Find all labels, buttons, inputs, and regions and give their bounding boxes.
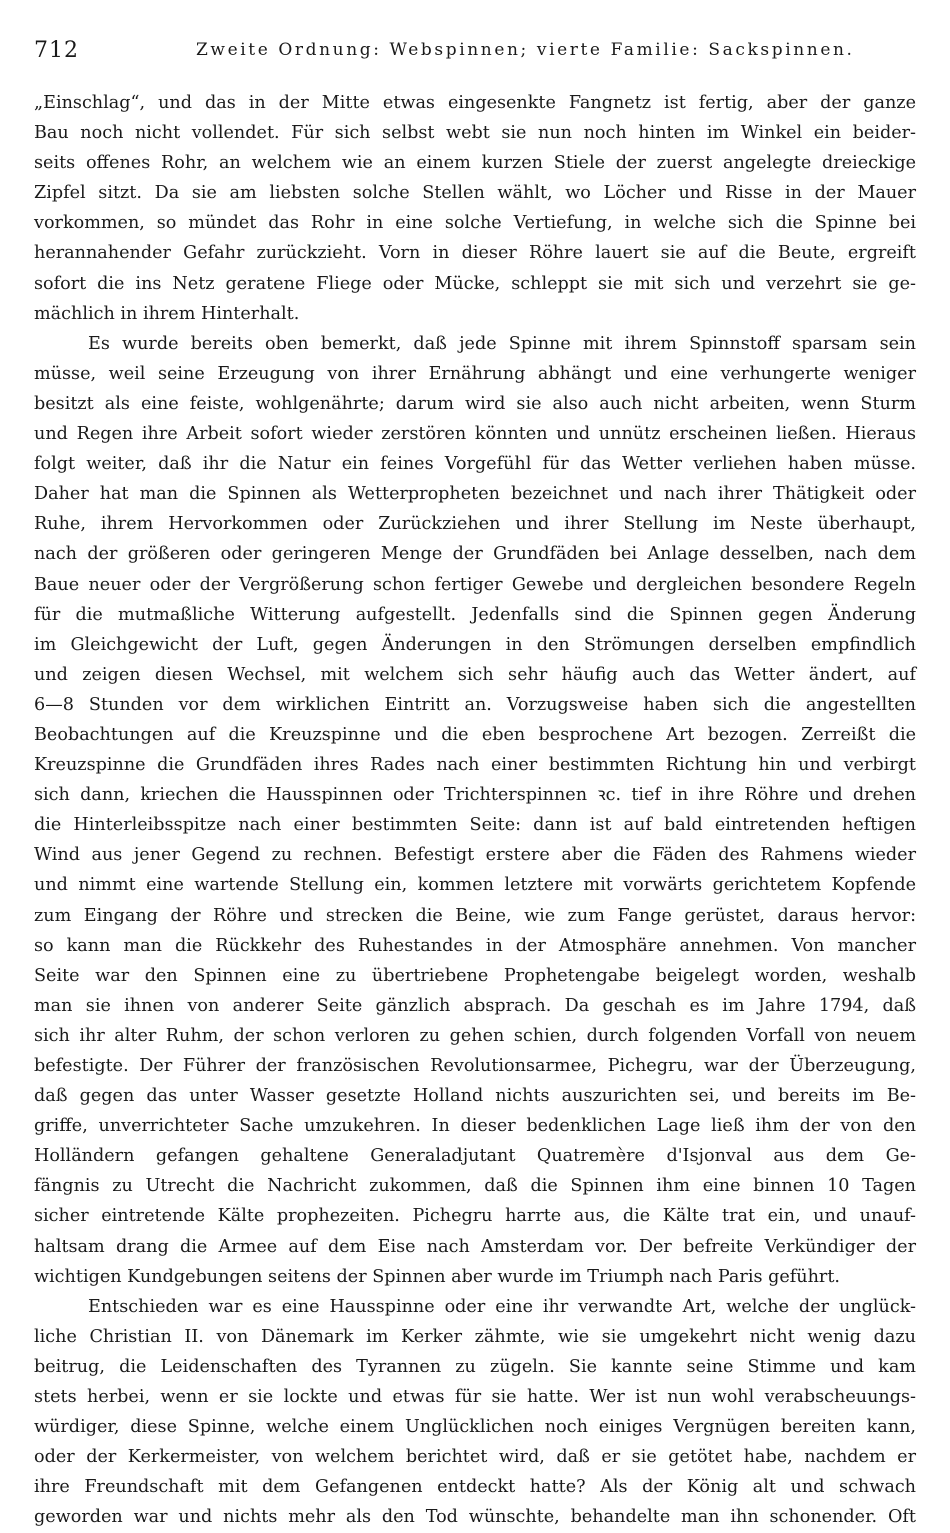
text-line: herannahender Gefahr zurückzieht. Vorn in dieser Röhre lauert sie auf die Beute, ergreift	[34, 243, 916, 264]
text-line: haltsam drang die Armee auf dem Eise nach Amsterdam vor. Der befreite Verkündiger der	[34, 1236, 916, 1257]
text-line: seits offenes Rohr, an welchem wie an einem kurzen Stiele der zuerst angelegte dreieckige	[34, 153, 916, 174]
text-line: Seite war den Spinnen eine zu übertriebene Prophetengabe beigelegt worden, weshalb	[34, 965, 916, 986]
body-text	[34, 88, 916, 1533]
text-line: und zeigen diesen Wechsel, mit welchem sich sehr häufig auch das Wetter ändert, auf	[34, 664, 916, 685]
text-line: stets herbei, wenn er sie lockte und etwas für sie hatte. Wer ist nun wohl verabscheuungs-	[34, 1387, 916, 1408]
text-line: oder der Kerkermeister, von welchem berichtet wird, daß er sie getötet habe, nachdem er	[34, 1447, 916, 1468]
text-line: befestigte. Der Führer der französischen Revolutionsarmee, Pichegru, war der Überzeugung,	[34, 1056, 916, 1076]
text-line: würdiger, diese Spinne, welche einem Unglücklichen noch einiges Vergnügen bereiten kann,	[34, 1417, 916, 1438]
running-head	[34, 38, 922, 68]
text-line: im Gleichgewicht der Luft, gegen Änderungen in den Strömungen derselben empfindlich	[34, 634, 916, 655]
text-line: fängnis zu Utrecht die Nachricht zukommen, daß die Spinnen ihm eine binnen 10 Tagen	[34, 1176, 916, 1197]
text-line: Daher hat man die Spinnen als Wetterpropheten bezeichnet und nach ihrer Thätigkeit oder	[34, 484, 916, 505]
text-line: Ruhe, ihrem Hervorkommen oder Zurückziehen und ihrer Stellung im Neste überhaupt,	[34, 514, 916, 535]
text-line: Zipfel sitzt. Da sie am liebsten solche Stellen wählt, wo Löcher und Risse in der Mauer	[34, 183, 916, 204]
text-line: folgt weiter, daß ihr die Natur ein feines Vorgefühl für das Wetter verliehen haben müsse.	[34, 454, 916, 475]
text-line: Entschieden war es eine Hausspinne oder eine ihr verwandte Art, welche der unglück-	[88, 1296, 916, 1317]
text-line: mächlich in ihrem Hinterhalt.	[34, 303, 300, 324]
text-line: Holländern gefangen gehaltene Generaladjutant Quatremère d'Isjonval aus dem Ge-	[34, 1146, 916, 1167]
text-line: Kreuzspinne die Grundfäden ihres Rades nach einer bestimmten Richtung hin und verbirgt	[34, 755, 916, 776]
text-line: Baue neuer oder der Vergrößerung schon fertiger Gewebe und dergleichen besondere Regeln	[34, 574, 916, 595]
text-line: besitzt als eine feiste, wohlgenährte; darum wird sie also auch nicht arbeiten, wenn Sturm	[34, 393, 916, 414]
text-line: zum Eingang der Röhre und strecken die Beine, wie zum Fange gerüstet, daraus hervor:	[34, 905, 916, 926]
text-line: so kann man die Rückkehr des Ruhestandes in der Atmosphäre annehmen. Von mancher	[34, 935, 916, 956]
text-line: die Hinterleibsspitze nach einer bestimmten Seite: dann ist auf bald eintretenden heftigen	[34, 815, 916, 836]
text-line: für die mutmaßliche Witterung aufgestellt. Jedenfalls sind die Spinnen gegen Änderung	[34, 604, 916, 625]
text-line: vorkommen, so mündet das Rohr in eine solche Vertiefung, in welche sich die Spinne bei	[34, 213, 916, 234]
text-line: daß gegen das unter Wasser gesetzte Holland nichts auszurichten sei, und bereits im Be-	[34, 1086, 916, 1107]
text-line: 6—8 Stunden vor dem wirklichen Eintritt an. Vorzugsweise haben sich die angestellten	[34, 694, 916, 715]
text-line: und nimmt eine wartende Stellung ein, kommen letztere mit vorwärts gerichtetem Kopfende	[34, 875, 916, 896]
running-title: Zweite Ordnung: Webspinnen; vierte Familie: Sackspinnen.	[196, 40, 855, 60]
text-line: sich dann, kriechen die Hausspinnen oder Trichterspinnen ꝛc. tief in ihre Röhre und drehen	[34, 785, 916, 806]
text-line: Beobachtungen auf die Kreuzspinne und die eben besprochene Art bezogen. Zerreißt die	[34, 724, 916, 745]
text-line: sofort die ins Netz geratene Fliege oder Mücke, schleppt sie mit sich und verzehrt sie ge-	[34, 273, 916, 294]
text-line: griffe, unverrichteter Sache umzukehren. In dieser bedenklichen Lage ließ ihm der von den	[34, 1116, 916, 1137]
text-line: sich ihr alter Ruhm, der schon verloren zu gehen schien, durch folgenden Vorfall von neuem	[34, 1025, 916, 1046]
text-line: Bau noch nicht vollendet. Für sich selbst webt sie nun noch hinten im Winkel ein beider-	[34, 123, 916, 144]
text-line: nach der größeren oder geringeren Menge der Grundfäden bei Anlage desselben, nach dem	[34, 544, 916, 565]
text-line: „Einschlag“, und das in der Mitte etwas eingesenkte Fangnetz ist fertig, aber der ganze	[34, 93, 916, 113]
text-line: wichtigen Kundgebungen seitens der Spinnen aber wurde im Triumph nach Paris geführt.	[34, 1266, 840, 1287]
page-number: 712	[34, 38, 79, 63]
text-line: Wind aus jener Gegend zu rechnen. Befestigt erstere aber die Fäden des Rahmens wieder	[34, 845, 916, 866]
text-line: ihre Freundschaft mit dem Gefangenen entdeckt hatte? Als der König alt und schwach	[34, 1477, 916, 1498]
text-line: man sie ihnen von anderer Seite gänzlich absprach. Da geschah es im Jahre 1794, daß	[34, 995, 916, 1016]
text-line: müsse, weil seine Erzeugung von ihrer Ernährung abhängt und eine verhungerte weniger	[34, 363, 916, 384]
text-line: und Regen ihre Arbeit sofort wieder zerstören könnten und unnütz erscheinen ließen. Hieraus	[34, 424, 916, 445]
text-line: geworden war und nichts mehr als den Tod wünschte, behandelte man ihn schonender. Oft	[34, 1507, 916, 1528]
text-line: liche Christian II. von Dänemark im Kerker zähmte, wie sie umgekehrt nicht wenig dazu	[34, 1326, 916, 1347]
text-line: sicher eintretende Kälte prophezeiten. Pichegru harrte aus, die Kälte trat ein, und unauf-	[34, 1206, 916, 1227]
text-line: beitrug, die Leidenschaften des Tyrannen zu zügeln. Sie kannte seine Stimme und kam	[34, 1356, 916, 1377]
text-line: Es wurde bereits oben bemerkt, daß jede Spinne mit ihrem Spinnstoff sparsam sein	[88, 333, 916, 354]
